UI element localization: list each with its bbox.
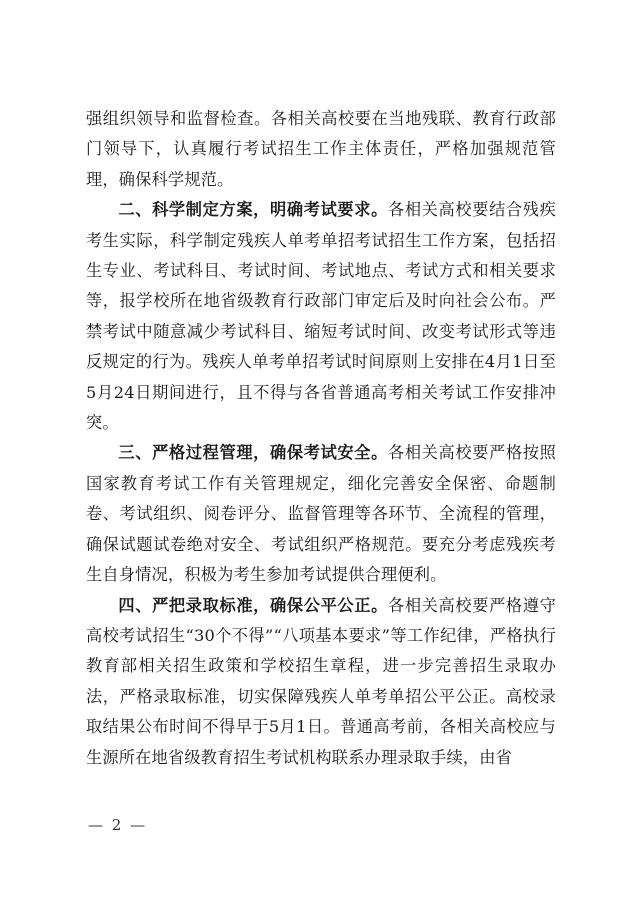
paragraph-3-text: 各相关高校要严格按照国家教育考试工作有关管理规定，细化完善安全保密、命题制卷、考试组织、阅卷评分、监督管理等各环节、全流程的管理，确保试题试卷绝对安全、考试组织严格规范。要充分考虑残疾考生自身情况，积极为考生参加考试提供合理便利。 (86, 443, 557, 585)
page-number: — 2 — (88, 816, 148, 834)
section-heading-4: 四、严把录取标准，确保公平公正。 (118, 595, 388, 615)
paragraph-4 (86, 591, 556, 773)
paragraph-2-text: 各相关高校要结合残疾考生实际，科学制定残疾人单考单招考试招生工作方案，包括招生专业、考试科目、考试时间、考试地点、考试方式和相关要求等，报学校所在地省级教育行政部门审定后及时向社会公布。严禁考试中随意减少考试科目、缩短考试时间、改变考试形式等违反规定的行为。残疾人单考单招考试时间原则上安排在4月1日至5月24日期间进行，且不得与各省普通高考相关考试工作安排冲突。 (86, 200, 557, 433)
paragraph-1 (86, 104, 556, 195)
paragraph-4-text: 各相关高校要严格遵守高校考试招生“30个不得”“八项基本要求”等工作纪律，严格执行教育部相关招生政策和学校招生章程，进一步完善招生录取办法，严格录取标准，切实保障残疾人单考单招公平公正。高校录取结果公布时间不得早于5月1日。普通高考前，各相关高校应与生源所在地省级教育招生考试机构联系办理录取手续，由省 (86, 595, 557, 767)
paragraph-3 (86, 438, 556, 590)
section-heading-2: 二、科学制定方案，明确考试要求。 (118, 200, 388, 220)
section-heading-3: 三、严格过程管理，确保考试安全。 (118, 443, 388, 463)
paragraph-1-text: 强组织领导和监督检查。各相关高校要在当地残联、教育行政部门领导下，认真履行考试招生工作主体责任，严格加强规范管理，确保科学规范。 (86, 109, 556, 189)
document-body (86, 104, 556, 773)
paragraph-2 (86, 195, 556, 438)
